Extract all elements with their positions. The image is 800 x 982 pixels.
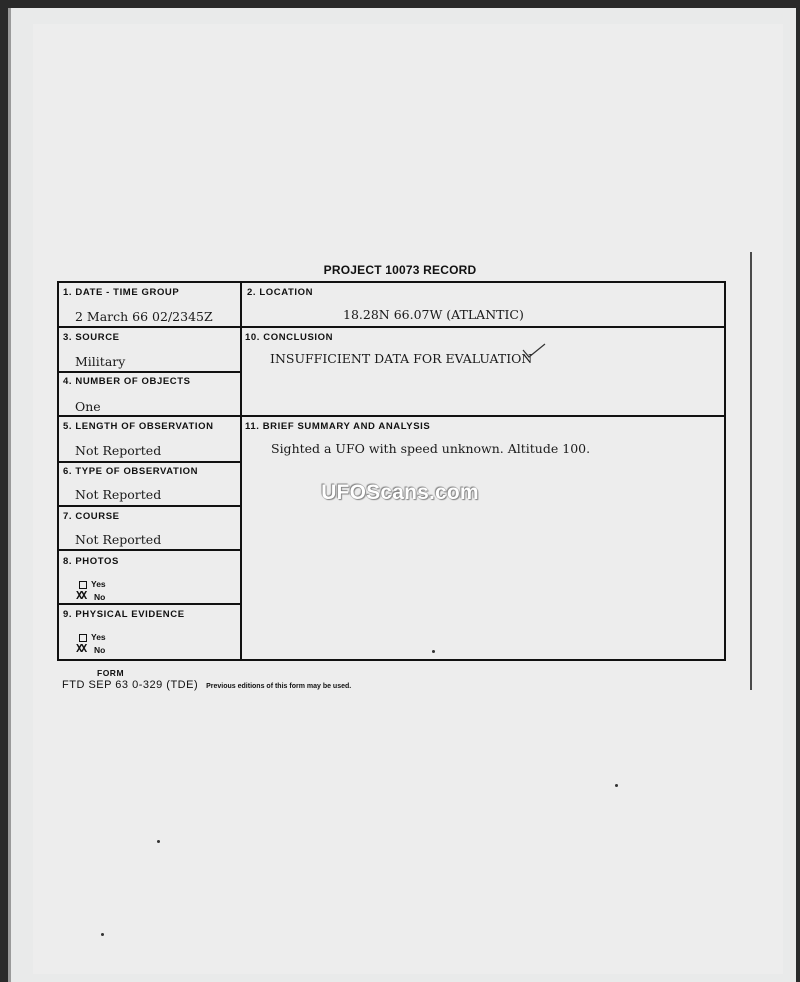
photos-label: 8. PHOTOS [63, 556, 119, 567]
type-of-observation-value: Not Reported [75, 487, 162, 502]
length-of-observation-value: Not Reported [75, 443, 162, 458]
row-divider [59, 415, 724, 417]
row-divider [59, 549, 241, 551]
checkmark-icon [521, 342, 547, 360]
row-divider [59, 371, 241, 373]
speck [432, 650, 435, 653]
course-label: 7. COURSE [63, 511, 120, 522]
right-edge-rule [750, 252, 752, 690]
record-title: PROJECT 10073 RECORD [323, 263, 477, 277]
type-of-observation-label: 6. TYPE OF OBSERVATION [63, 466, 199, 477]
summary-value: Sighted a UFO with speed unknown. Altitude 100. [271, 441, 591, 456]
summary-label: 11. BRIEF SUMMARY AND ANALYSIS [245, 421, 431, 432]
physical-evidence-no-option: No [94, 645, 106, 655]
row-divider [59, 461, 241, 463]
number-of-objects-label: 4. NUMBER OF OBJECTS [63, 376, 191, 387]
previous-editions-note: Previous editions of this form may be used. [206, 683, 352, 690]
record-form [57, 281, 726, 661]
photos-yes-checkbox [79, 581, 87, 589]
course-value: Not Reported [75, 532, 162, 547]
physical-evidence-yes-option: Yes [79, 632, 106, 642]
source-label: 3. SOURCE [63, 332, 120, 343]
location-value: 18.28N 66.07W (ATLANTIC) [343, 307, 524, 322]
photos-no-option: No [94, 592, 106, 602]
speck [101, 933, 104, 936]
date-time-group-label: 1. DATE - TIME GROUP [63, 287, 180, 298]
photos-yes-option: Yes [79, 579, 106, 589]
watermark-text: UFOScans.com [321, 481, 479, 504]
row-divider [59, 603, 241, 605]
location-label: 2. LOCATION [247, 287, 314, 298]
speck [157, 840, 160, 843]
conclusion-value: INSUFFICIENT DATA FOR EVALUATION [270, 351, 533, 366]
row-divider [59, 505, 241, 507]
number-of-objects-value: One [75, 399, 101, 414]
footer-form-code [62, 679, 351, 691]
physical-evidence-yes-checkbox [79, 634, 87, 642]
conclusion-label: 10. CONCLUSION [245, 332, 334, 343]
footer-form-label: FORM [97, 668, 125, 678]
form-code-text: FTD SEP 63 0-329 (TDE) [62, 679, 199, 691]
physical-evidence-label: 9. PHYSICAL EVIDENCE [63, 609, 185, 620]
physical-evidence-no-mark: XX [76, 642, 86, 655]
date-time-group-value: 2 March 66 02/2345Z [75, 309, 213, 324]
row-divider [59, 326, 724, 328]
source-value: Military [75, 354, 126, 369]
speck [615, 784, 618, 787]
length-of-observation-label: 5. LENGTH OF OBSERVATION [63, 421, 214, 432]
photos-no-mark: XX [76, 589, 86, 602]
